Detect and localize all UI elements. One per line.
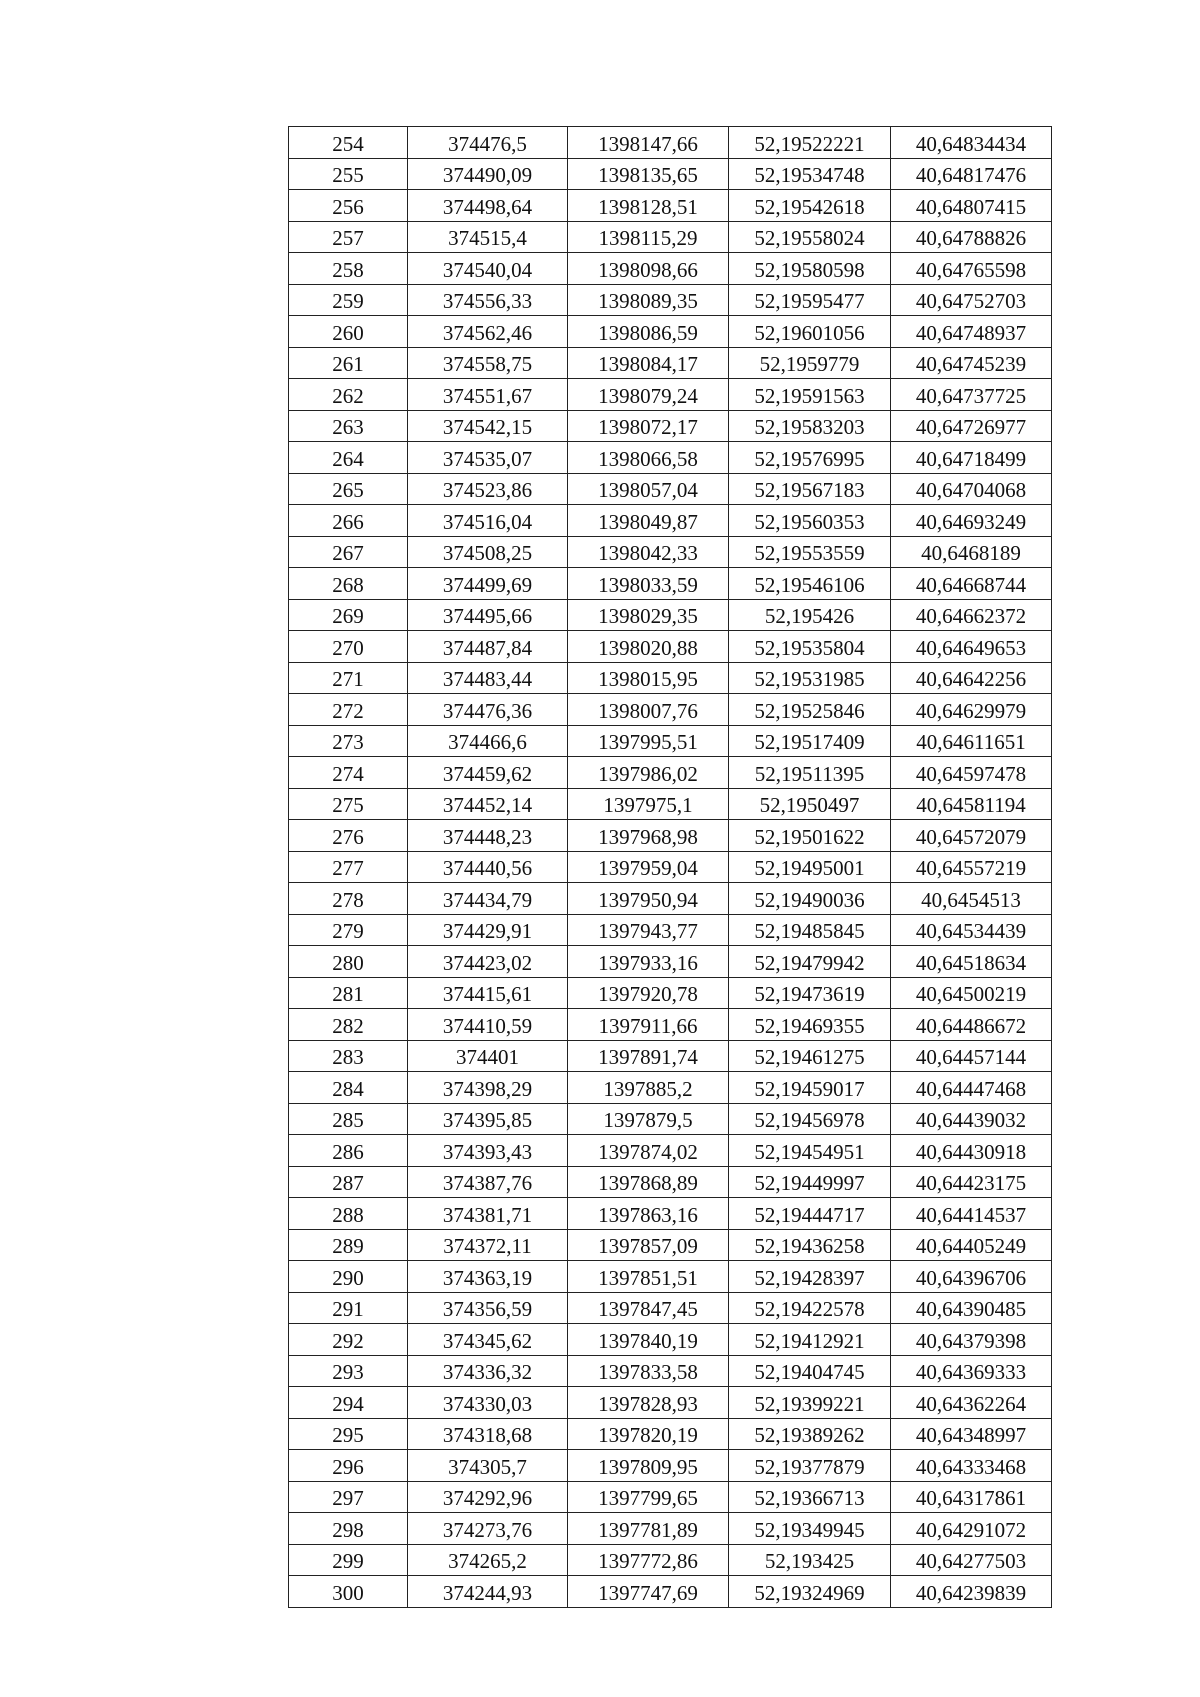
table-row (289, 253, 1052, 285)
longitude-cell: 40,64348997 (891, 1418, 1052, 1450)
point-number-cell: 260 (289, 316, 408, 348)
x-coordinate-cell: 374562,46 (408, 316, 568, 348)
x-coordinate-cell: 374498,64 (408, 190, 568, 222)
y-coordinate-cell: 1398147,66 (568, 127, 729, 159)
y-coordinate-cell: 1397833,58 (568, 1355, 729, 1387)
y-coordinate-cell: 1397809,95 (568, 1450, 729, 1482)
latitude-cell: 52,19473619 (729, 977, 891, 1009)
x-coordinate-cell: 374372,11 (408, 1229, 568, 1261)
table-row (289, 788, 1052, 820)
point-number-cell: 268 (289, 568, 408, 600)
point-number-cell: 254 (289, 127, 408, 159)
table-row (289, 1513, 1052, 1545)
point-number-cell: 299 (289, 1544, 408, 1576)
x-coordinate-cell: 374542,15 (408, 410, 568, 442)
x-coordinate-cell: 374401 (408, 1040, 568, 1072)
table-row (289, 442, 1052, 474)
point-number-cell: 294 (289, 1387, 408, 1419)
longitude-cell: 40,64239839 (891, 1576, 1052, 1608)
point-number-cell: 276 (289, 820, 408, 852)
x-coordinate-cell: 374487,84 (408, 631, 568, 663)
table-row (289, 1009, 1052, 1041)
point-number-cell: 258 (289, 253, 408, 285)
y-coordinate-cell: 1398020,88 (568, 631, 729, 663)
x-coordinate-cell: 374452,14 (408, 788, 568, 820)
longitude-cell: 40,64662372 (891, 599, 1052, 631)
longitude-cell: 40,64572079 (891, 820, 1052, 852)
latitude-cell: 52,19389262 (729, 1418, 891, 1450)
y-coordinate-cell: 1398057,04 (568, 473, 729, 505)
table-row (289, 1292, 1052, 1324)
table-row (289, 599, 1052, 631)
latitude-cell: 52,19580598 (729, 253, 891, 285)
y-coordinate-cell: 1398029,35 (568, 599, 729, 631)
x-coordinate-cell: 374318,68 (408, 1418, 568, 1450)
longitude-cell: 40,64668744 (891, 568, 1052, 600)
x-coordinate-cell: 374515,4 (408, 221, 568, 253)
point-number-cell: 269 (289, 599, 408, 631)
latitude-cell: 52,19501622 (729, 820, 891, 852)
x-coordinate-cell: 374244,93 (408, 1576, 568, 1608)
point-number-cell: 271 (289, 662, 408, 694)
x-coordinate-cell: 374363,19 (408, 1261, 568, 1293)
y-coordinate-cell: 1398089,35 (568, 284, 729, 316)
point-number-cell: 287 (289, 1166, 408, 1198)
latitude-cell: 52,19485845 (729, 914, 891, 946)
point-number-cell: 261 (289, 347, 408, 379)
x-coordinate-cell: 374535,07 (408, 442, 568, 474)
y-coordinate-cell: 1397891,74 (568, 1040, 729, 1072)
table-row (289, 536, 1052, 568)
latitude-cell: 52,19542618 (729, 190, 891, 222)
y-coordinate-cell: 1397920,78 (568, 977, 729, 1009)
x-coordinate-cell: 374551,67 (408, 379, 568, 411)
point-number-cell: 256 (289, 190, 408, 222)
y-coordinate-cell: 1398042,33 (568, 536, 729, 568)
table-row (289, 1544, 1052, 1576)
table-row (289, 347, 1052, 379)
latitude-cell: 52,19479942 (729, 946, 891, 978)
latitude-cell: 52,19456978 (729, 1103, 891, 1135)
x-coordinate-cell: 374410,59 (408, 1009, 568, 1041)
longitude-cell: 40,64649653 (891, 631, 1052, 663)
latitude-cell: 52,19558024 (729, 221, 891, 253)
x-coordinate-cell: 374393,43 (408, 1135, 568, 1167)
x-coordinate-cell: 374345,62 (408, 1324, 568, 1356)
longitude-cell: 40,64581194 (891, 788, 1052, 820)
latitude-cell: 52,19324969 (729, 1576, 891, 1608)
point-number-cell: 295 (289, 1418, 408, 1450)
longitude-cell: 40,64748937 (891, 316, 1052, 348)
longitude-cell: 40,64390485 (891, 1292, 1052, 1324)
point-number-cell: 274 (289, 757, 408, 789)
table-row (289, 158, 1052, 190)
latitude-cell: 52,19436258 (729, 1229, 891, 1261)
latitude-cell: 52,19567183 (729, 473, 891, 505)
y-coordinate-cell: 1397879,5 (568, 1103, 729, 1135)
table-row (289, 473, 1052, 505)
longitude-cell: 40,64518634 (891, 946, 1052, 978)
point-number-cell: 279 (289, 914, 408, 946)
table-row (289, 757, 1052, 789)
y-coordinate-cell: 1397986,02 (568, 757, 729, 789)
longitude-cell: 40,64414537 (891, 1198, 1052, 1230)
latitude-cell: 52,19522221 (729, 127, 891, 159)
y-coordinate-cell: 1397851,51 (568, 1261, 729, 1293)
longitude-cell: 40,64629979 (891, 694, 1052, 726)
x-coordinate-cell: 374273,76 (408, 1513, 568, 1545)
table-row (289, 1576, 1052, 1608)
latitude-cell: 52,193425 (729, 1544, 891, 1576)
latitude-cell: 52,19377879 (729, 1450, 891, 1482)
latitude-cell: 52,19349945 (729, 1513, 891, 1545)
latitude-cell: 52,19595477 (729, 284, 891, 316)
table-row (289, 946, 1052, 978)
x-coordinate-cell: 374305,7 (408, 1450, 568, 1482)
x-coordinate-cell: 374476,36 (408, 694, 568, 726)
latitude-cell: 52,195426 (729, 599, 891, 631)
latitude-cell: 52,19591563 (729, 379, 891, 411)
latitude-cell: 52,19517409 (729, 725, 891, 757)
y-coordinate-cell: 1397781,89 (568, 1513, 729, 1545)
y-coordinate-cell: 1397950,94 (568, 883, 729, 915)
x-coordinate-cell: 374516,04 (408, 505, 568, 537)
x-coordinate-cell: 374466,6 (408, 725, 568, 757)
x-coordinate-cell: 374292,96 (408, 1481, 568, 1513)
table-row (289, 1166, 1052, 1198)
point-number-cell: 288 (289, 1198, 408, 1230)
latitude-cell: 52,19576995 (729, 442, 891, 474)
point-number-cell: 283 (289, 1040, 408, 1072)
x-coordinate-cell: 374395,85 (408, 1103, 568, 1135)
point-number-cell: 278 (289, 883, 408, 915)
latitude-cell: 52,19449997 (729, 1166, 891, 1198)
longitude-cell: 40,64447468 (891, 1072, 1052, 1104)
longitude-cell: 40,64597478 (891, 757, 1052, 789)
table-row (289, 1418, 1052, 1450)
longitude-cell: 40,64317861 (891, 1481, 1052, 1513)
latitude-cell: 52,19531985 (729, 662, 891, 694)
y-coordinate-cell: 1397747,69 (568, 1576, 729, 1608)
y-coordinate-cell: 1397820,19 (568, 1418, 729, 1450)
table-row (289, 316, 1052, 348)
y-coordinate-cell: 1397959,04 (568, 851, 729, 883)
table-row (289, 1072, 1052, 1104)
table-row (289, 662, 1052, 694)
point-number-cell: 282 (289, 1009, 408, 1041)
longitude-cell: 40,64557219 (891, 851, 1052, 883)
latitude-cell: 52,1959779 (729, 347, 891, 379)
longitude-cell: 40,64277503 (891, 1544, 1052, 1576)
longitude-cell: 40,64817476 (891, 158, 1052, 190)
longitude-cell: 40,64693249 (891, 505, 1052, 537)
table-row (289, 190, 1052, 222)
y-coordinate-cell: 1397874,02 (568, 1135, 729, 1167)
y-coordinate-cell: 1397943,77 (568, 914, 729, 946)
point-number-cell: 292 (289, 1324, 408, 1356)
table-row (289, 1324, 1052, 1356)
table-row (289, 725, 1052, 757)
latitude-cell: 52,19535804 (729, 631, 891, 663)
y-coordinate-cell: 1397868,89 (568, 1166, 729, 1198)
latitude-cell: 52,19459017 (729, 1072, 891, 1104)
x-coordinate-cell: 374423,02 (408, 946, 568, 978)
latitude-cell: 52,19525846 (729, 694, 891, 726)
point-number-cell: 257 (289, 221, 408, 253)
table-row (289, 851, 1052, 883)
table-row (289, 1387, 1052, 1419)
latitude-cell: 52,19601056 (729, 316, 891, 348)
y-coordinate-cell: 1398079,24 (568, 379, 729, 411)
y-coordinate-cell: 1398098,66 (568, 253, 729, 285)
latitude-cell: 52,19583203 (729, 410, 891, 442)
y-coordinate-cell: 1398135,65 (568, 158, 729, 190)
longitude-cell: 40,64642256 (891, 662, 1052, 694)
latitude-cell: 52,19534748 (729, 158, 891, 190)
latitude-cell: 52,19412921 (729, 1324, 891, 1356)
latitude-cell: 52,19399221 (729, 1387, 891, 1419)
point-number-cell: 267 (289, 536, 408, 568)
longitude-cell: 40,64439032 (891, 1103, 1052, 1135)
table-row (289, 127, 1052, 159)
longitude-cell: 40,64765598 (891, 253, 1052, 285)
table-row (289, 631, 1052, 663)
x-coordinate-cell: 374523,86 (408, 473, 568, 505)
longitude-cell: 40,64807415 (891, 190, 1052, 222)
point-number-cell: 272 (289, 694, 408, 726)
longitude-cell: 40,64611651 (891, 725, 1052, 757)
y-coordinate-cell: 1397847,45 (568, 1292, 729, 1324)
latitude-cell: 52,19428397 (729, 1261, 891, 1293)
point-number-cell: 255 (289, 158, 408, 190)
longitude-cell: 40,64486672 (891, 1009, 1052, 1041)
longitude-cell: 40,64333468 (891, 1450, 1052, 1482)
y-coordinate-cell: 1397911,66 (568, 1009, 729, 1041)
y-coordinate-cell: 1398115,29 (568, 221, 729, 253)
y-coordinate-cell: 1397885,2 (568, 1072, 729, 1104)
table-row (289, 1229, 1052, 1261)
longitude-cell: 40,64457144 (891, 1040, 1052, 1072)
y-coordinate-cell: 1397828,93 (568, 1387, 729, 1419)
longitude-cell: 40,64718499 (891, 442, 1052, 474)
x-coordinate-cell: 374429,91 (408, 914, 568, 946)
point-number-cell: 281 (289, 977, 408, 1009)
x-coordinate-cell: 374330,03 (408, 1387, 568, 1419)
longitude-cell: 40,64745239 (891, 347, 1052, 379)
latitude-cell: 52,19511395 (729, 757, 891, 789)
table-row (289, 1481, 1052, 1513)
y-coordinate-cell: 1398033,59 (568, 568, 729, 600)
point-number-cell: 270 (289, 631, 408, 663)
latitude-cell: 52,19546106 (729, 568, 891, 600)
y-coordinate-cell: 1398128,51 (568, 190, 729, 222)
y-coordinate-cell: 1398072,17 (568, 410, 729, 442)
latitude-cell: 52,19366713 (729, 1481, 891, 1513)
x-coordinate-cell: 374558,75 (408, 347, 568, 379)
latitude-cell: 52,19444717 (729, 1198, 891, 1230)
x-coordinate-cell: 374336,32 (408, 1355, 568, 1387)
point-number-cell: 280 (289, 946, 408, 978)
latitude-cell: 52,19490036 (729, 883, 891, 915)
point-number-cell: 259 (289, 284, 408, 316)
y-coordinate-cell: 1397975,1 (568, 788, 729, 820)
longitude-cell: 40,64405249 (891, 1229, 1052, 1261)
latitude-cell: 52,19454951 (729, 1135, 891, 1167)
point-number-cell: 290 (289, 1261, 408, 1293)
longitude-cell: 40,64834434 (891, 127, 1052, 159)
table-row (289, 977, 1052, 1009)
point-number-cell: 273 (289, 725, 408, 757)
point-number-cell: 285 (289, 1103, 408, 1135)
table-row (289, 1103, 1052, 1135)
point-number-cell: 266 (289, 505, 408, 537)
y-coordinate-cell: 1398066,58 (568, 442, 729, 474)
point-number-cell: 296 (289, 1450, 408, 1482)
longitude-cell: 40,64362264 (891, 1387, 1052, 1419)
point-number-cell: 264 (289, 442, 408, 474)
latitude-cell: 52,19404745 (729, 1355, 891, 1387)
x-coordinate-cell: 374265,2 (408, 1544, 568, 1576)
x-coordinate-cell: 374483,44 (408, 662, 568, 694)
latitude-cell: 52,19469355 (729, 1009, 891, 1041)
y-coordinate-cell: 1398084,17 (568, 347, 729, 379)
point-number-cell: 263 (289, 410, 408, 442)
table-row (289, 914, 1052, 946)
y-coordinate-cell: 1397995,51 (568, 725, 729, 757)
latitude-cell: 52,19553559 (729, 536, 891, 568)
longitude-cell: 40,64534439 (891, 914, 1052, 946)
longitude-cell: 40,64379398 (891, 1324, 1052, 1356)
table-row (289, 1261, 1052, 1293)
y-coordinate-cell: 1397968,98 (568, 820, 729, 852)
y-coordinate-cell: 1397772,86 (568, 1544, 729, 1576)
table-row (289, 221, 1052, 253)
x-coordinate-cell: 374508,25 (408, 536, 568, 568)
longitude-cell: 40,64752703 (891, 284, 1052, 316)
x-coordinate-cell: 374398,29 (408, 1072, 568, 1104)
y-coordinate-cell: 1398007,76 (568, 694, 729, 726)
point-number-cell: 262 (289, 379, 408, 411)
point-number-cell: 286 (289, 1135, 408, 1167)
y-coordinate-cell: 1397863,16 (568, 1198, 729, 1230)
point-number-cell: 275 (289, 788, 408, 820)
x-coordinate-cell: 374499,69 (408, 568, 568, 600)
x-coordinate-cell: 374434,79 (408, 883, 568, 915)
table-row (289, 1040, 1052, 1072)
table-row (289, 694, 1052, 726)
latitude-cell: 52,19560353 (729, 505, 891, 537)
longitude-cell: 40,64500219 (891, 977, 1052, 1009)
x-coordinate-cell: 374387,76 (408, 1166, 568, 1198)
y-coordinate-cell: 1398015,95 (568, 662, 729, 694)
longitude-cell: 40,64737725 (891, 379, 1052, 411)
x-coordinate-cell: 374540,04 (408, 253, 568, 285)
table-row (289, 410, 1052, 442)
point-number-cell: 297 (289, 1481, 408, 1513)
latitude-cell: 52,19461275 (729, 1040, 891, 1072)
latitude-cell: 52,19495001 (729, 851, 891, 883)
table-row (289, 379, 1052, 411)
point-number-cell: 298 (289, 1513, 408, 1545)
y-coordinate-cell: 1398086,59 (568, 316, 729, 348)
table-row (289, 1355, 1052, 1387)
longitude-cell: 40,64430918 (891, 1135, 1052, 1167)
table-row (289, 1135, 1052, 1167)
y-coordinate-cell: 1398049,87 (568, 505, 729, 537)
table-row (289, 505, 1052, 537)
point-number-cell: 291 (289, 1292, 408, 1324)
y-coordinate-cell: 1397933,16 (568, 946, 729, 978)
x-coordinate-cell: 374459,62 (408, 757, 568, 789)
point-number-cell: 300 (289, 1576, 408, 1608)
table-row (289, 883, 1052, 915)
point-number-cell: 277 (289, 851, 408, 883)
longitude-cell: 40,64788826 (891, 221, 1052, 253)
table-row (289, 820, 1052, 852)
point-number-cell: 293 (289, 1355, 408, 1387)
x-coordinate-cell: 374556,33 (408, 284, 568, 316)
longitude-cell: 40,64369333 (891, 1355, 1052, 1387)
table-row (289, 568, 1052, 600)
y-coordinate-cell: 1397857,09 (568, 1229, 729, 1261)
x-coordinate-cell: 374356,59 (408, 1292, 568, 1324)
y-coordinate-cell: 1397840,19 (568, 1324, 729, 1356)
x-coordinate-cell: 374495,66 (408, 599, 568, 631)
longitude-cell: 40,64726977 (891, 410, 1052, 442)
point-number-cell: 265 (289, 473, 408, 505)
coordinates-table (288, 126, 1052, 1608)
x-coordinate-cell: 374440,56 (408, 851, 568, 883)
latitude-cell: 52,19422578 (729, 1292, 891, 1324)
latitude-cell: 52,1950497 (729, 788, 891, 820)
longitude-cell: 40,64291072 (891, 1513, 1052, 1545)
x-coordinate-cell: 374490,09 (408, 158, 568, 190)
coordinates-table-body (289, 127, 1052, 1608)
table-row (289, 1198, 1052, 1230)
point-number-cell: 289 (289, 1229, 408, 1261)
table-row (289, 284, 1052, 316)
y-coordinate-cell: 1397799,65 (568, 1481, 729, 1513)
table-row (289, 1450, 1052, 1482)
longitude-cell: 40,6468189 (891, 536, 1052, 568)
longitude-cell: 40,64704068 (891, 473, 1052, 505)
longitude-cell: 40,6454513 (891, 883, 1052, 915)
x-coordinate-cell: 374476,5 (408, 127, 568, 159)
point-number-cell: 284 (289, 1072, 408, 1104)
x-coordinate-cell: 374448,23 (408, 820, 568, 852)
x-coordinate-cell: 374381,71 (408, 1198, 568, 1230)
longitude-cell: 40,64396706 (891, 1261, 1052, 1293)
longitude-cell: 40,64423175 (891, 1166, 1052, 1198)
x-coordinate-cell: 374415,61 (408, 977, 568, 1009)
